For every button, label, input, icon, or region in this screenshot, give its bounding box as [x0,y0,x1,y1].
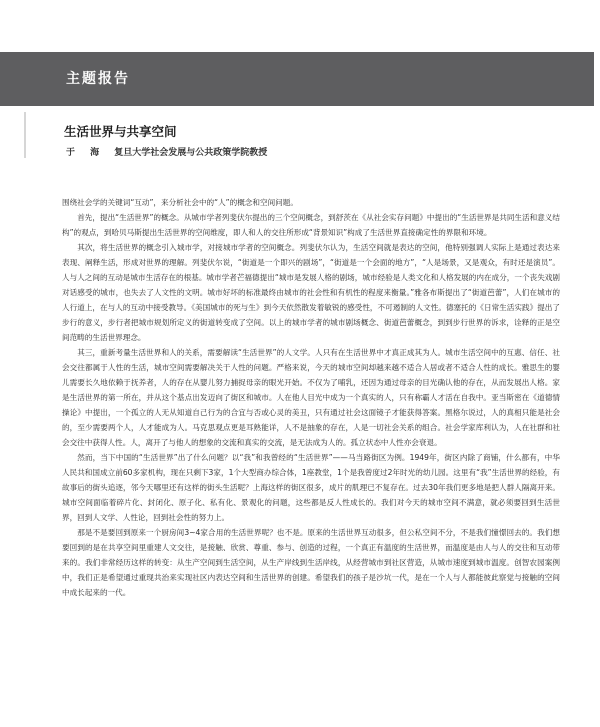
paragraph-first: 首先，提出“生活世界”的概念。从城市学者列斐伏尔提出的三个空间概念，到舒茨在《从社会实存问题》中提出的“生活世界是共同生活和意义结构”的观点，到哈贝马斯提出生活世界的空间维度，即人和人的交往所形成“背景知识”构成了生活世界直接确定性的界限和环境。 [62,213,560,237]
author-name: 于 海 [66,148,106,158]
author-affiliation: 复旦大学社会发展与公共政策学院教授 [114,148,268,158]
section-label: 主题报告 [66,71,130,87]
paragraph-third: 其三，重新考量生活世界和人的关系，需要解读“生活世界”的人文学。人只有在生活世界中才真正成其为人。城市生活空间中的互惠、信任、社会交往都属于人性的生活，城市空间需要解决关于人性的问题。严格来说，今天的城市空间却越来越不适合人居或者不适合人性的成长。雅思生的婴儿需要长久地依赖于抚养者，人的存在从婴儿努力捕捉母亲的眼光开始。不仅为了哺乳，还因为通过母亲的目光确认他的存在，从而发展出人格。家是生活世界的第一所在，并从这个基点出发迈向了街区和城市。人在他人目光中成为一个真实的人，只有称霸人才活在自我中。亚当斯密在《道德情操论》中提出，一个孤立的人无从知道自己行为的合宜与否或心灵的美丑，只有通过社会这面镜子才能获得答案。黑格尔说过，人的真相只能是社会的，至少需要两个人，人才能成为人。马克思观点更是耳熟能详，人不是抽象的存在，人是一切社会关系的组合。社会学家库利认为，人在社群和社会交往中获得人性。人，离开了与他人的想象的交流和真实的交流，是无法成为人的。孤立状态中人性亦会衰退。 [62,348,560,447]
article-body [62,195,560,600]
byline [66,147,267,159]
paragraph-fourth: 然而，当下中国的“生活世界”出了什么问题？以“我”和我曾经的“生活世界”——马当路街区为例。1949年，街区内除了商铺，什么都有，中华人民共和国成立前60多家机构，现在只剩下3家，1个大型商办综合体，1座教堂，1个是我曾度过2年时光的幼儿园。这里有“我”生活世界的经验，有故事后的街头追逐，邻今天哪里还有这样的街头生活呢？上海这样的街区很多，成片的肌理已不复存在。过去30年我们更多地是把人群人隔离开来。城市空间面临着碎片化、封闭化、原子化、私有化、景观化的问题，这些都是反人性成长的。我们对今天的城市空间不满意，就必须要回到生活世界，回到人文学、人性论，回到社会性的努力上。 [62,453,560,522]
paragraph-intro: 围绕社会学的关键词“互动”，来分析社会中的“人”的概念和空间问题。 [62,198,298,207]
paragraph-second: 其次，将生活世界的概念引入城市学，对接城市学者的空间概念。列斐伏尔认为，生活空间就是表达的空间，他特别强调人实际上是通过表达来表现、阐释生活，形成对世界的理解。列斐伏尔说，“街道是一个即兴的剧场”，“街道是一个会面的地方”，“人是场景，又是观众，有时还是演员”。人与人之间的互动是城市生活存在的根基。城市学者芒福德提出“城市是发展人格的剧场，城市经验是人类文化和人格发展的内在成分，一个丧失戏剧对话感受的城市，也失去了人文性的文明。城市好坏的标准最终由城市的社会性和有机性的程度来衡量。”雅各布斯提出了“街道芭蕾”，人们在城市的人行道上，在与人的互动中接受教导。《美国城市的死与生》到今天依然散发着敏锐的感受性，不可遏制的人文性。德塞托的《日常生活实践》提出了步行的意义，步行者把城市规划所定义的街道转变成了空间。以上的城市学者的城市剧场概念、街道芭蕾概念，到到步行世界的诉求，诠释的正是空间范畴的生活世界理念。 [62,243,560,342]
gutter-mark [24,112,26,158]
paragraph-fifth: 那是不是要回到原来一个厨房间3~4家合用的生活世界呢？也不是。原来的生活世界互动很多，但公私空间不分，不是我们憧憬回去的。我们想要回到的是在共享空间里重建人文交往，是接触、欣赏、尊重、参与、创造的过程，一个真正有温度的生活世界，而温度是由人与人的交往和互动带来的。我们非常经历这样的转变：从生产空间到生活空间，从生产岸线到生活岸线，从经营城市到社区营造，从城市速度到城市温度。创智农园案例中，我们正是希望通过重现共治来实现社区内表达空间和生活世界的创建。希望我们的孩子是沙坑一代，是在一个人与人都能彼此察觉与接触的空间中成长起来的一代。 [62,528,560,597]
article-title: 生活世界与共享空间 [64,124,177,139]
